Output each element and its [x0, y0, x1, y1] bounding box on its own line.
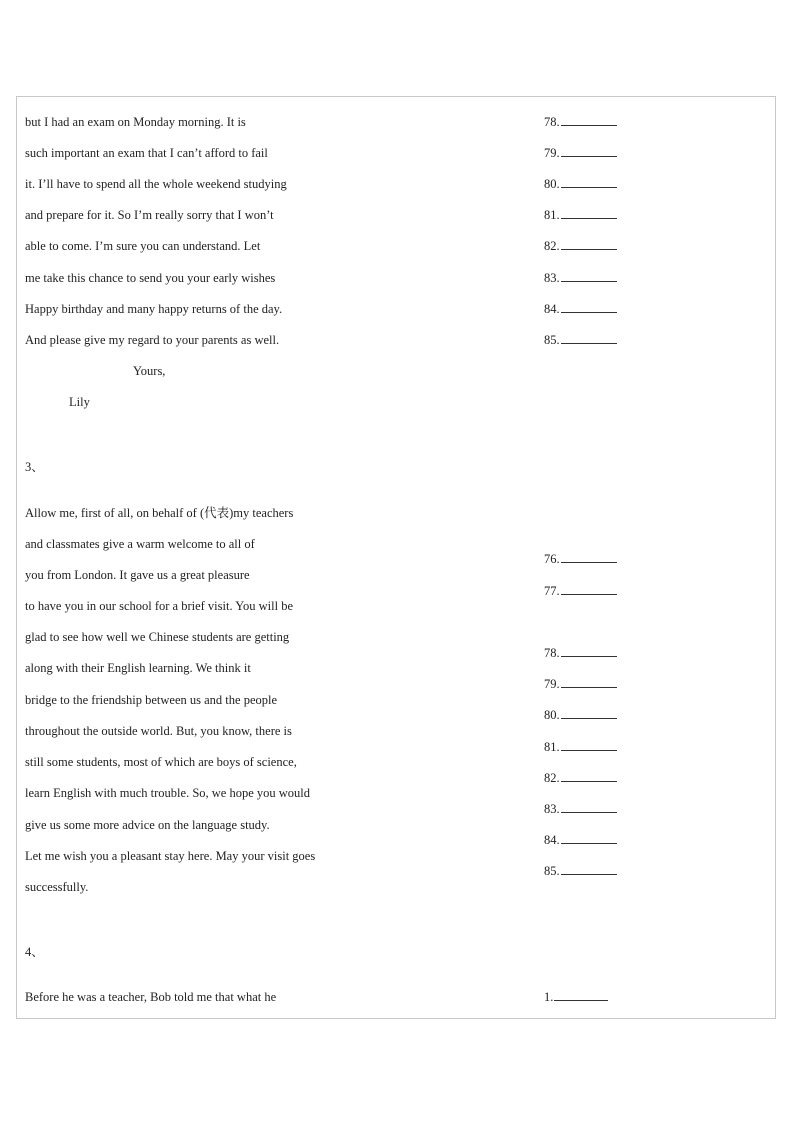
passage3-line: to have you in our school for a brief visit. You will be — [25, 599, 294, 613]
answer-blank[interactable] — [544, 863, 617, 879]
answer-blank[interactable] — [544, 551, 617, 567]
answer-number: 79. — [544, 677, 560, 691]
answer-blank[interactable] — [544, 583, 617, 599]
answer-blank[interactable] — [544, 676, 617, 692]
passage2-line: and prepare for it. So I’m really sorry that I won’t — [25, 208, 274, 222]
answer-blank[interactable] — [544, 332, 617, 348]
answer-blank[interactable] — [544, 707, 617, 723]
passage3-line: you from London. It gave us a great pleasure — [25, 568, 250, 582]
passage3-line: Allow me, first of all, on behalf of (代表)my teachers — [25, 506, 294, 520]
passage2-line: such important an exam that I can’t afford to fail — [25, 146, 268, 160]
answer-number: 83. — [544, 802, 560, 816]
answer-number: 82. — [544, 239, 560, 253]
passage2-line: able to come. I’m sure you can understand. Let — [25, 239, 261, 253]
exercise-frame — [16, 96, 776, 1019]
answer-number: 83. — [544, 271, 560, 285]
section-heading: 3、 — [25, 460, 44, 474]
answer-number: 78. — [544, 115, 560, 129]
section-heading: 4、 — [25, 945, 44, 959]
answer-number: 85. — [544, 333, 560, 347]
answer-blank[interactable] — [544, 270, 617, 286]
passage3-line: successfully. — [25, 880, 89, 894]
answer-number: 78. — [544, 646, 560, 660]
answer-number: 85. — [544, 864, 560, 878]
passage2-line: Happy birthday and many happy returns of the day. — [25, 302, 283, 316]
answer-number: 76. — [544, 552, 560, 566]
passage3-line: bridge to the friendship between us and the people — [25, 693, 278, 707]
answer-number: 1. — [544, 990, 554, 1004]
answer-blank[interactable] — [544, 770, 617, 786]
answer-blank[interactable] — [544, 238, 617, 254]
passage3-line: learn English with much trouble. So, we hope you would — [25, 786, 311, 800]
answer-number: 77. — [544, 584, 560, 598]
answer-blank[interactable] — [544, 645, 617, 661]
passage3-line: along with their English learning. We think it — [25, 661, 251, 675]
answer-number: 84. — [544, 833, 560, 847]
passage3-line: still some students, most of which are boys of science, — [25, 755, 297, 769]
answer-blank[interactable] — [544, 832, 617, 848]
passage2-line: me take this chance to send you your early wishes — [25, 271, 276, 285]
letter-closing: Yours, — [133, 364, 166, 378]
answer-number: 82. — [544, 771, 560, 785]
answer-number: 84. — [544, 302, 560, 316]
answer-blank[interactable] — [544, 739, 617, 755]
passage2-line: it. I’ll have to spend all the whole weekend studying — [25, 177, 287, 191]
answer-blank[interactable] — [544, 176, 617, 192]
passage3-line: and classmates give a warm welcome to all of — [25, 537, 255, 551]
answer-number: 80. — [544, 177, 560, 191]
answer-number: 81. — [544, 740, 560, 754]
passage2-line: And please give my regard to your parents as well. — [25, 333, 280, 347]
letter-signature: Lily — [69, 395, 90, 409]
answer-number: 79. — [544, 146, 560, 160]
answer-blank[interactable] — [544, 801, 617, 817]
answer-blank[interactable] — [544, 114, 617, 130]
passage3-line: give us some more advice on the language study. — [25, 818, 270, 832]
answer-blank[interactable] — [544, 301, 617, 317]
answer-blank[interactable] — [544, 145, 617, 161]
passage3-line: glad to see how well we Chinese students are getting — [25, 630, 290, 644]
answer-number: 80. — [544, 708, 560, 722]
answer-blank[interactable] — [544, 207, 617, 223]
answer-number: 81. — [544, 208, 560, 222]
passage3-line: Let me wish you a pleasant stay here. May your visit goes — [25, 849, 316, 863]
passage2-line: but I had an exam on Monday morning. It is — [25, 115, 246, 129]
answer-blank[interactable] — [544, 989, 608, 1005]
passage3-line: throughout the outside world. But, you know, there is — [25, 724, 292, 738]
passage4-line: Before he was a teacher, Bob told me that what he — [25, 990, 277, 1004]
